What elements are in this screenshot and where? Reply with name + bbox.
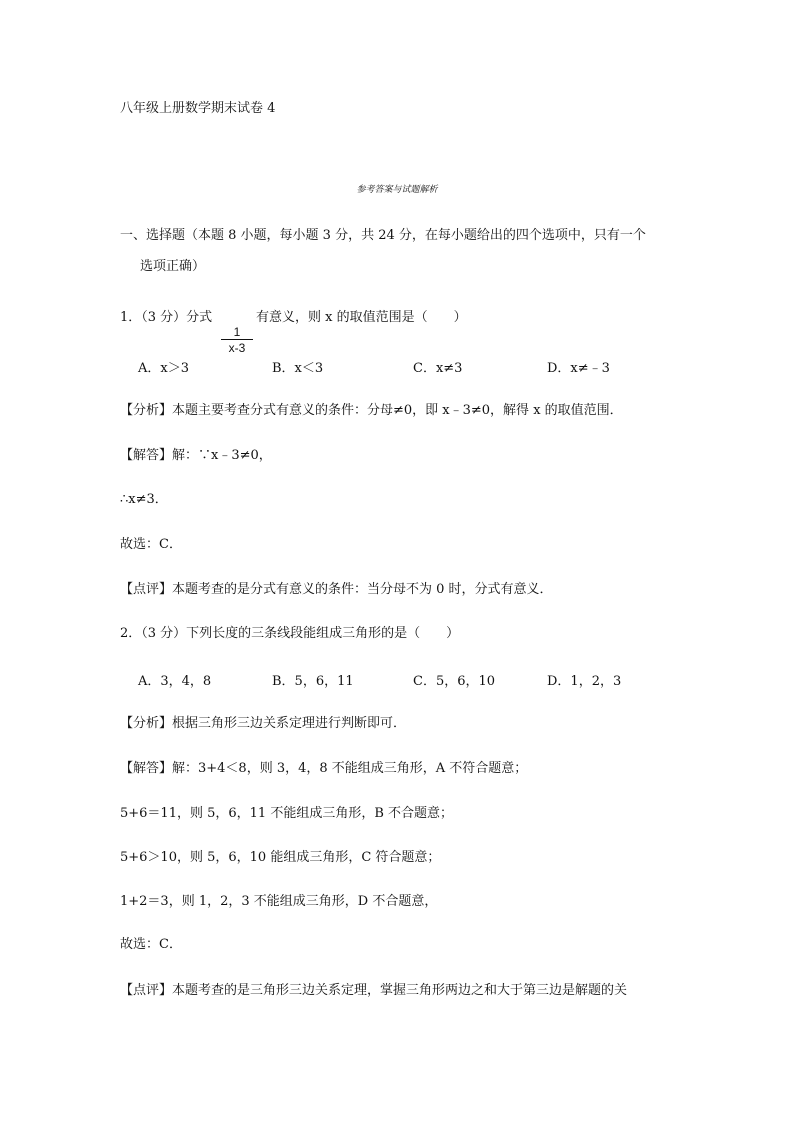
q1-option-d: D．x≠﹣3: [547, 361, 610, 376]
q2-option-d: D．1，2，3: [547, 674, 622, 689]
q1-option-a: A．x＞3: [138, 361, 189, 376]
q2-solution: 【解答】解：3+4＜8，则 3，4，8 不能组成三角形，A 不符合题意；: [120, 761, 528, 776]
q1-comment: 【点评】本题考查的是分式有意义的条件：当分母不为 0 时，分式有意义．: [120, 582, 553, 597]
q1-stem-suffix: 有意义，则 x 的取值范围是（ ）: [256, 310, 467, 325]
q2-step-2: 5+6＞10，则 5，6，10 能组成三角形，C 符合题意；: [120, 850, 441, 865]
q1-step: ∴x≠3．: [120, 492, 168, 507]
q2-option-c: C．5，6，10: [413, 674, 496, 689]
q1-choice: 故选：C．: [120, 537, 182, 552]
q1-fraction-numerator: 1: [233, 325, 241, 339]
q1-stem-prefix: 1．（3 分）分式: [120, 310, 213, 325]
fraction-bar: [221, 339, 253, 340]
q2-option-b: B．5，6，11: [272, 674, 354, 689]
q1-option-b: B．x＜3: [272, 361, 324, 376]
q2-step-3: 1+2＝3，则 1，2，3 不能组成三角形，D 不合题意，: [120, 894, 438, 909]
section-heading-continued: 选项正确）: [140, 259, 206, 274]
q1-option-c: C．x≠3: [413, 361, 463, 376]
document-title: 八年级上册数学期末试卷 4: [120, 101, 276, 116]
q2-analysis: 【分析】根据三角形三边关系定理进行判断即可．: [120, 716, 407, 731]
q2-comment: 【点评】本题考查的是三角形三边关系定理，掌握三角形两边之和大于第三边是解题的关: [120, 983, 628, 998]
q2-step-1: 5+6＝11，则 5，6，11 不能组成三角形，B 不合题意；: [120, 806, 454, 821]
q1-analysis: 【分析】本题主要考查分式有意义的条件：分母≠0，即 x﹣3≠0，解得 x 的取值范围．: [120, 403, 623, 418]
q1-fraction: [221, 325, 253, 355]
section-heading: 一、选择题（本题 8 小题，每小题 3 分，共 24 分，在每小题给出的四个选项中，只有一个: [120, 228, 646, 243]
q2-choice: 故选：C．: [120, 937, 182, 952]
answer-subtitle: 参考答案与试题解析: [356, 185, 438, 195]
q2-stem: 2．（3 分）下列长度的三条线段能组成三角形的是（ ）: [120, 626, 460, 641]
q1-fraction-denominator: x-3: [228, 341, 246, 355]
q2-option-a: A．3，4，8: [138, 674, 212, 689]
q1-solution: 【解答】解：∵x﹣3≠0，: [120, 448, 272, 463]
